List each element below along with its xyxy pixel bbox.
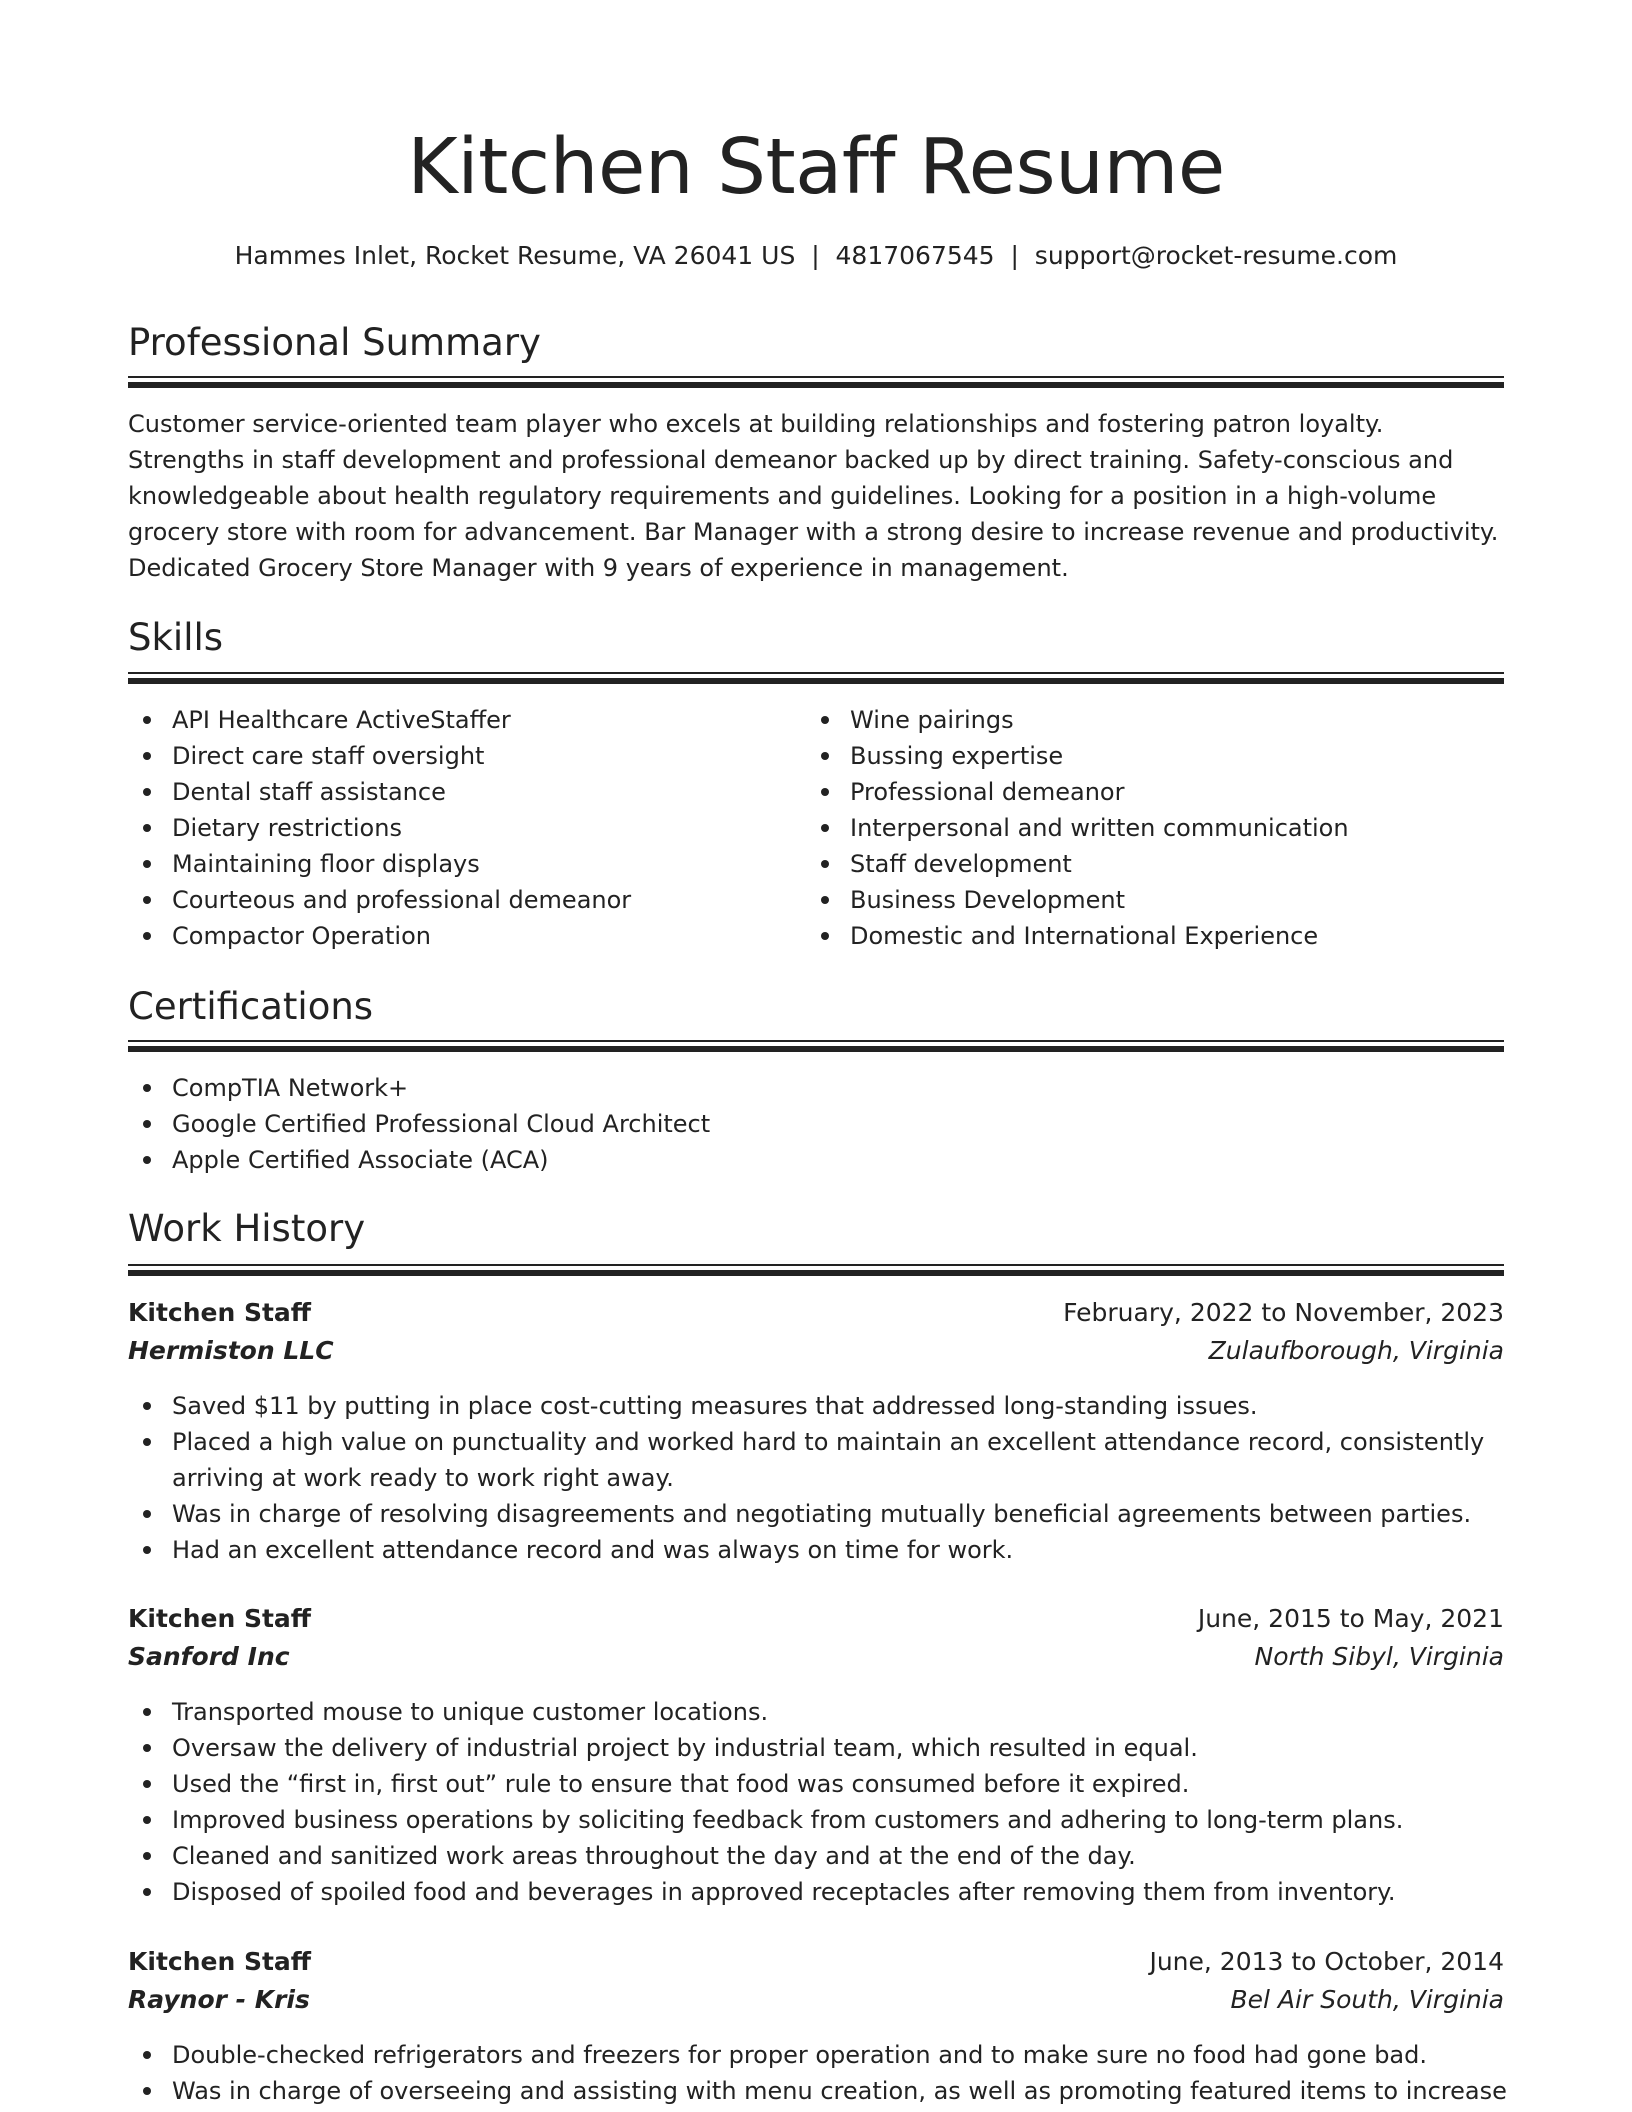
job-company: Hermiston LLC (128, 1336, 334, 1365)
job-title: Kitchen Staff (128, 1298, 312, 1327)
list-item: Wine pairings (806, 702, 1504, 738)
list-item: Improved business operations by soliciting feedback from customers and adhering to long-term plans. (128, 1802, 1504, 1838)
job-header (128, 1600, 1504, 1680)
job-dates: June, 2015 to May, 2021 (1197, 1604, 1504, 1633)
job-location: Bel Air South, Virginia (1230, 1985, 1504, 2014)
list-item: Was in charge of resolving disagreements and negotiating mutually beneficial agreements between parties. (128, 1496, 1504, 1532)
skills-list-right (806, 702, 1504, 954)
skills-heading: Skills (128, 616, 224, 659)
list-item: Interpersonal and written communication (806, 810, 1504, 846)
list-item: Saved $11 by putting in place cost-cutting measures that addressed long-standing issues. (128, 1388, 1504, 1424)
summary-heading: Professional Summary (128, 321, 541, 364)
job-dates: June, 2013 to October, 2014 (1149, 1947, 1504, 1976)
list-item: Professional demeanor (806, 774, 1504, 810)
list-item: Maintaining floor displays (128, 846, 788, 882)
list-item: Staff development (806, 846, 1504, 882)
job-location: Zulaufborough, Virginia (1208, 1336, 1504, 1365)
list-item: Disposed of spoiled food and beverages in approved receptacles after removing them from inventory. (128, 1874, 1504, 1910)
summary-divider (128, 376, 1504, 388)
skills-divider (128, 672, 1504, 684)
list-item: Transported mouse to unique customer locations. (128, 1694, 1504, 1730)
job-company: Sanford Inc (128, 1642, 290, 1671)
job-title: Kitchen Staff (128, 1947, 312, 1976)
work-history-heading: Work History (128, 1207, 366, 1250)
job-bullets (128, 1388, 1504, 1568)
summary-text: Customer service-oriented team player who excels at building relationships and fostering patron loyalty. Strengths in staff development and professional demeanor backed up by direct training. Safety-conscious and knowledgeable about health regulatory requirements and guidelines. Looking for a position in a high-volume grocery store with room for advancement. Bar Manager with a strong desire to increase revenue and productivity. Dedicated Grocery Store Manager with 9 years of experience in management. (128, 410, 1499, 582)
certifications-list (128, 1070, 1504, 1178)
job-header (128, 1294, 1504, 1374)
list-item: Used the “first in, first out” rule to ensure that food was consumed before it expired. (128, 1766, 1504, 1802)
list-item: Cleaned and sanitized work areas throughout the day and at the end of the day. (128, 1838, 1504, 1874)
certifications-divider (128, 1040, 1504, 1052)
list-item: Apple Certified Associate (ACA) (128, 1142, 1504, 1178)
job-bullets (128, 1694, 1504, 1910)
list-item: Bussing expertise (806, 738, 1504, 774)
list-item: Direct care staff oversight (128, 738, 788, 774)
list-item: CompTIA Network+ (128, 1070, 1504, 1106)
job-bullets (128, 2037, 1507, 2109)
list-item: Dietary restrictions (128, 810, 788, 846)
list-item: API Healthcare ActiveStaffer (128, 702, 788, 738)
contact-line: Hammes Inlet, Rocket Resume, VA 26041 US | 4817067545 | support@rocket-resume.com (234, 241, 1398, 270)
list-item: Was in charge of overseeing and assisting with menu creation, as well as promoting featured items to increase (128, 2073, 1504, 2109)
certifications-heading: Certifications (128, 985, 374, 1028)
job-company: Raynor - Kris (128, 1985, 310, 2014)
job-dates: February, 2022 to November, 2023 (1063, 1298, 1504, 1327)
resume-title: Kitchen Staff Resume (407, 123, 1225, 212)
job-header (128, 1943, 1504, 2023)
job-location: North Sibyl, Virginia (1254, 1642, 1504, 1671)
list-item: Business Development (806, 882, 1504, 918)
job-title: Kitchen Staff (128, 1604, 312, 1633)
list-item: Domestic and International Experience (806, 918, 1504, 954)
list-item: Google Certified Professional Cloud Architect (128, 1106, 1504, 1142)
list-item: Had an excellent attendance record and was always on time for work. (128, 1532, 1504, 1568)
list-item: Double-checked refrigerators and freezers for proper operation and to make sure no food had gone bad. (128, 2037, 1504, 2073)
skills-list-left (128, 702, 788, 954)
list-item: Oversaw the delivery of industrial project by industrial team, which resulted in equal. (128, 1730, 1504, 1766)
list-item: Dental staff assistance (128, 774, 788, 810)
list-item: Placed a high value on punctuality and worked hard to maintain an excellent attendance record, consistently arriving at work ready to work right away. (128, 1424, 1504, 1496)
list-item: Courteous and professional demeanor (128, 882, 788, 918)
list-item: Compactor Operation (128, 918, 788, 954)
work-history-divider (128, 1264, 1504, 1276)
